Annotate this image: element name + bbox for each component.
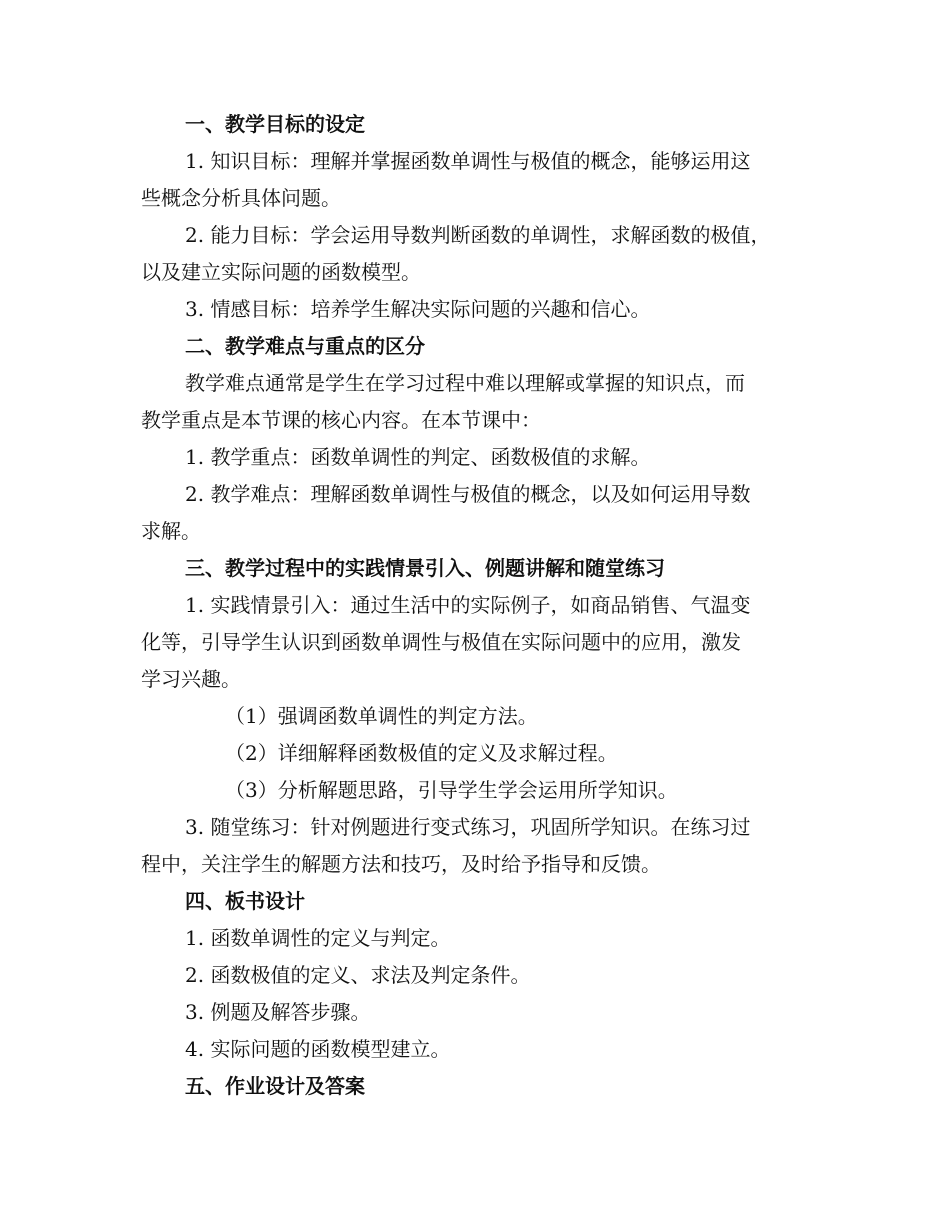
section-heading-1: 一、教学目标的设定 [185, 112, 365, 136]
paragraph-line: 些概念分析具体问题。 [141, 186, 341, 210]
paragraph-line: 程中，关注学生的解题方法和技巧，及时给予指导和反馈。 [141, 852, 661, 876]
paragraph-line: 1. 函数单调性的定义与判定。 [185, 926, 451, 950]
paragraph-line: 2. 函数极值的定义、求法及判定条件。 [185, 963, 531, 987]
paragraph-line: 3. 例题及解答步骤。 [185, 1000, 371, 1024]
paragraph-line: 教学重点是本节课的核心内容。在本节课中： [141, 408, 541, 432]
document-page [141, 106, 821, 1105]
paragraph-line: 1. 教学重点：函数单调性的判定、函数极值的求解。 [185, 445, 651, 469]
paragraph-line: 2. 教学难点：理解函数单调性与极值的概念，以及如何运用导数 [185, 482, 751, 506]
section-heading-5: 五、作业设计及答案 [185, 1074, 365, 1098]
sub-item-line: （2）详细解释函数极值的定义及求解过程。 [225, 741, 618, 765]
section-heading-4: 四、板书设计 [185, 889, 305, 913]
paragraph-line: 1. 知识目标：理解并掌握函数单调性与极值的概念，能够运用这 [185, 149, 751, 173]
paragraph-line: 2. 能力目标：学会运用导数判断函数的单调性，求解函数的极值， [185, 223, 771, 247]
paragraph-line: 3. 随堂练习：针对例题进行变式练习，巩固所学知识。在练习过 [185, 815, 751, 839]
section-heading-3: 三、教学过程中的实践情景引入、例题讲解和随堂练习 [185, 556, 665, 580]
sub-item-line: （1）强调函数单调性的判定方法。 [225, 704, 538, 728]
paragraph-line: 学习兴趣。 [141, 667, 241, 691]
section-heading-2: 二、教学难点与重点的区分 [185, 334, 425, 358]
sub-item-line: （3）分析解题思路，引导学生学会运用所学知识。 [225, 778, 678, 802]
paragraph-line: 教学难点通常是学生在学习过程中难以理解或掌握的知识点，而 [185, 371, 745, 395]
paragraph-line: 1. 实践情景引入：通过生活中的实际例子，如商品销售、气温变 [185, 593, 751, 617]
paragraph-line: 4. 实际问题的函数模型建立。 [185, 1037, 451, 1061]
paragraph-line: 求解。 [141, 519, 201, 543]
paragraph-line: 化等，引导学生认识到函数单调性与极值在实际问题中的应用，激发 [141, 630, 741, 654]
paragraph-line: 以及建立实际问题的函数模型。 [141, 260, 421, 284]
paragraph-line: 3. 情感目标：培养学生解决实际问题的兴趣和信心。 [185, 297, 651, 321]
